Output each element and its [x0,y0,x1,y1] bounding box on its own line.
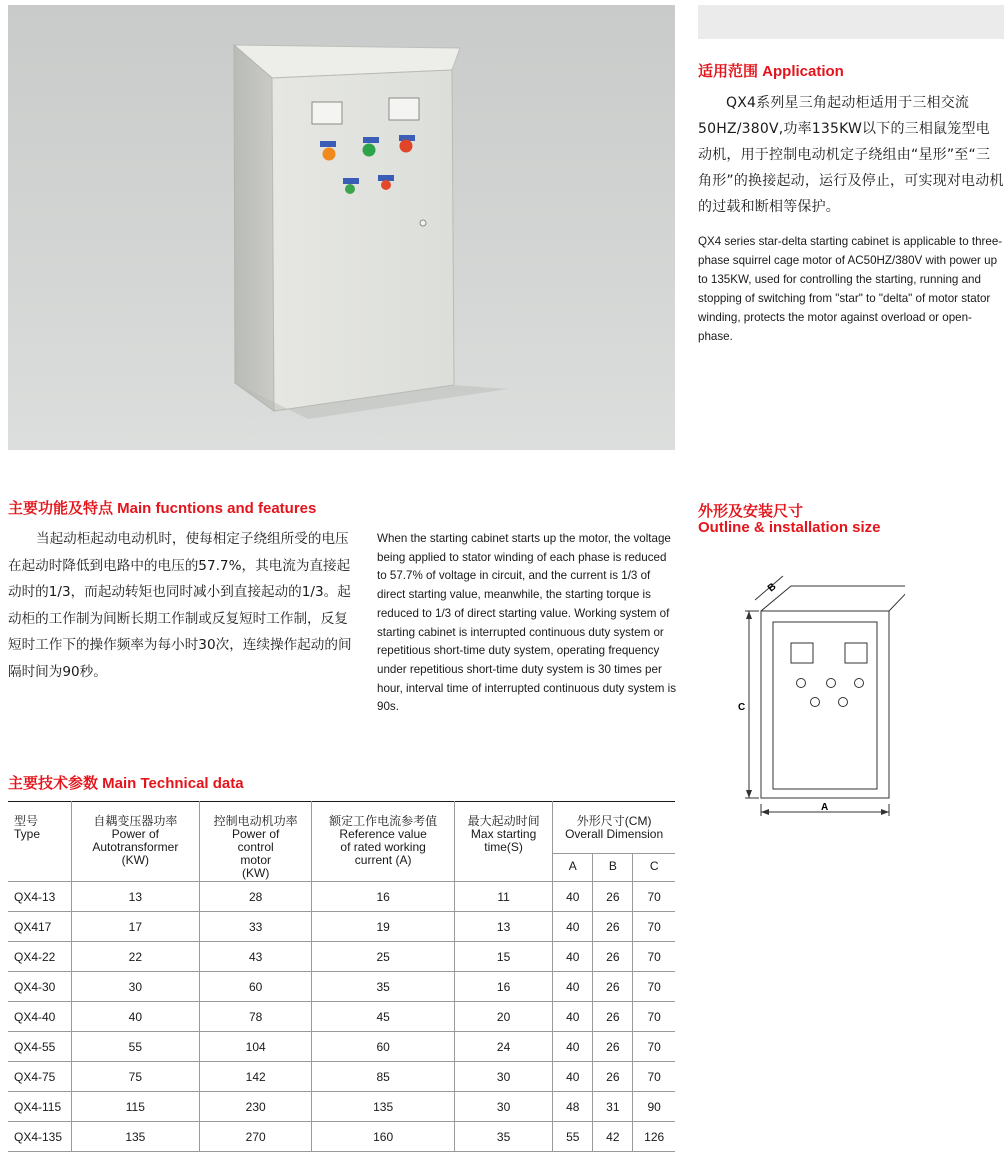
table-cell: QX4-40 [8,1002,71,1032]
table-cell: 30 [71,972,199,1002]
table-cell: 31 [593,1092,633,1122]
col-rated-current [312,802,455,882]
table-cell: 70 [633,1032,675,1062]
table-cell: 26 [593,882,633,912]
table-row [8,1122,675,1152]
table-cell: QX4-75 [8,1062,71,1092]
table-cell: 33 [200,912,312,942]
table-cell: 104 [200,1032,312,1062]
table-cell: 24 [454,1032,552,1062]
application-title: 适用范围 Application [698,63,844,80]
table-cell: 78 [200,1002,312,1032]
table-cell: 13 [71,882,199,912]
table-cell: 28 [200,882,312,912]
table-cell: 25 [312,942,455,972]
table-cell: 70 [633,972,675,1002]
table-cell: 135 [71,1122,199,1152]
table-cell: 126 [633,1122,675,1152]
outline-diagram [735,570,905,824]
col-dim-en: Overall Dimension [565,827,664,841]
features-text-en: When the starting cabinet starts up the motor, the voltage being applied to stator winding of each phase is reduced to 57.7% of voltage in circuit, and the current is 1/3 of direct starting value, meanwhile, the starting torque is reduced to 1/3 of direct starting value. Working system of starting cabinet is interrupted continuous duty system or repetitious short-time duty system, operating frequency under repetitious short-time duty system is 30 times per hour, interval time of interrupted continuous duty system is 90s. [377,532,677,714]
table-cell: 90 [633,1092,675,1122]
table-row [8,972,675,1002]
table-cell: 160 [312,1122,455,1152]
table-cell: 42 [593,1122,633,1152]
col-type [8,802,71,882]
table-cell: 40 [553,972,593,1002]
table-cell: QX4-135 [8,1122,71,1152]
table-cell: 40 [553,882,593,912]
table-cell: 30 [454,1092,552,1122]
col-motor-power [200,802,312,882]
product-photo [8,5,675,450]
table-cell: QX4-115 [8,1092,71,1122]
table-cell: 40 [553,1032,593,1062]
table-cell: 85 [312,1062,455,1092]
table-cell: 55 [71,1032,199,1062]
cabinet-outline-drawing [735,570,905,820]
header-bar [698,5,1004,39]
col-overall-dimension [553,802,675,854]
table-cell: 26 [593,1062,633,1092]
col-current-en: Reference value of rated working current (A) [339,827,427,867]
col-type-en: Type [14,827,41,841]
table-cell: 35 [312,972,455,1002]
dim-label-b: B [765,581,779,595]
table-cell: 26 [593,912,633,942]
table-cell: 230 [200,1092,312,1122]
col-autotransformer-power [71,802,199,882]
table-cell: 60 [200,972,312,1002]
table-cell: 19 [312,912,455,942]
outline-door [773,622,877,789]
application-text-en: QX4 series star-delta starting cabinet is applicable to three-phase squirrel cage motor of AC50HZ/380V with power up to 135KW, used for controlling the starting, running and stopping of switching from "star" to "delta" of motor stator winding, protects the motor against overload or open-phase. [698,235,1003,343]
table-row [8,1002,675,1032]
table-cell: 70 [633,942,675,972]
table-cell: 35 [454,1122,552,1152]
table-cell: QX4-22 [8,942,71,972]
outline-meter-left [791,643,813,663]
outline-top-right-edge [889,586,905,611]
table-cell: 48 [553,1092,593,1122]
table-cell: 16 [454,972,552,1002]
outline-title-cn: 外形及安装尺寸 [698,503,804,520]
table-cell: 70 [633,1002,675,1032]
table-cell: 55 [553,1122,593,1152]
table-cell: 20 [454,1002,552,1032]
table-cell: 11 [454,882,552,912]
table-cell: 40 [553,1002,593,1032]
table-cell: 26 [593,1032,633,1062]
technical-title: 主要技术参数 Main Technical data [8,775,244,792]
col-dim-c: C [633,853,675,881]
table-cell: 22 [71,942,199,972]
table-row [8,1092,675,1122]
outline-front-face [761,611,889,798]
table-row [8,912,675,942]
table-cell: QX417 [8,912,71,942]
table-cell: 75 [71,1062,199,1092]
features-text-cn: 当起动柜起动电动机时，使每相定子绕组所受的电压在起动时降低到电路中的电压的57.7%，其电流为直接起动时的1/3，而起动转矩也同时减小到直接起动的1/3。起动柜的工作制为间断长期工作制或反复短时工作制，反复短时工作下的操作频率为每小时30次，连续操作起动的间隔时间为90秒。 [8,531,352,680]
table-cell: 26 [593,942,633,972]
table-cell: 45 [312,1002,455,1032]
table-cell: 30 [454,1062,552,1092]
table-row [8,942,675,972]
outline-top-edge [761,586,905,611]
table-cell: 142 [200,1062,312,1092]
technical-table-body [8,882,675,1152]
dim-label-a: A [821,802,829,813]
technical-data-table [8,801,675,1152]
col-power-en: Power of Autotransformer (KW) [92,827,179,867]
col-time-cn: 最大起动时间 [467,814,540,828]
table-cell: 15 [454,942,552,972]
table-row [8,882,675,912]
table-cell: 40 [553,912,593,942]
col-time-en: Max starting time(S) [470,827,537,854]
table-row [8,1062,675,1092]
col-type-cn: 型号 [14,814,39,828]
table-cell: 70 [633,882,675,912]
cabinet-illustration [8,5,675,450]
table-cell: 17 [71,912,199,942]
table-cell: 40 [553,1062,593,1092]
table-cell: 135 [312,1092,455,1122]
table-row [8,1032,675,1062]
table-cell: 40 [553,942,593,972]
features-title: 主要功能及特点 Main fucntions and features [8,500,317,517]
table-cell: 26 [593,972,633,1002]
table-cell: 60 [312,1032,455,1062]
col-dim-b: B [593,853,633,881]
outline-title-en: Outline & installation size [698,519,881,536]
col-dim-cn: 外形尺寸(CM) [576,814,652,828]
col-motor-cn: 控制电动机功率 [213,814,298,828]
col-motor-en: Power of control motor (KW) [232,827,280,880]
outline-meter-right [845,643,867,663]
table-cell: 270 [200,1122,312,1152]
col-power-cn: 自耦变压器功率 [93,814,178,828]
table-cell: 70 [633,1062,675,1092]
table-cell: 115 [71,1092,199,1122]
table-cell: QX4-55 [8,1032,71,1062]
table-cell: 40 [71,1002,199,1032]
table-cell: 43 [200,942,312,972]
table-cell: QX4-13 [8,882,71,912]
dim-label-c: C [738,702,746,713]
table-cell: 26 [593,1002,633,1032]
table-cell: 70 [633,912,675,942]
application-text-cn: QX4系列星三角起动柜适用于三相交流50HZ/380V,功率135KW以下的三相鼠笼型电动机，用于控制电动机定子绕组由“星形”至“三角形”的换接起动，运行及停止，可实现对电动机的过载和断相等保护。 [698,95,1004,215]
table-cell: 16 [312,882,455,912]
col-dim-a: A [553,853,593,881]
col-max-starting-time [454,802,552,882]
table-cell: QX4-30 [8,972,71,1002]
col-current-cn: 额定工作电流参考值 [329,814,438,828]
table-cell: 13 [454,912,552,942]
